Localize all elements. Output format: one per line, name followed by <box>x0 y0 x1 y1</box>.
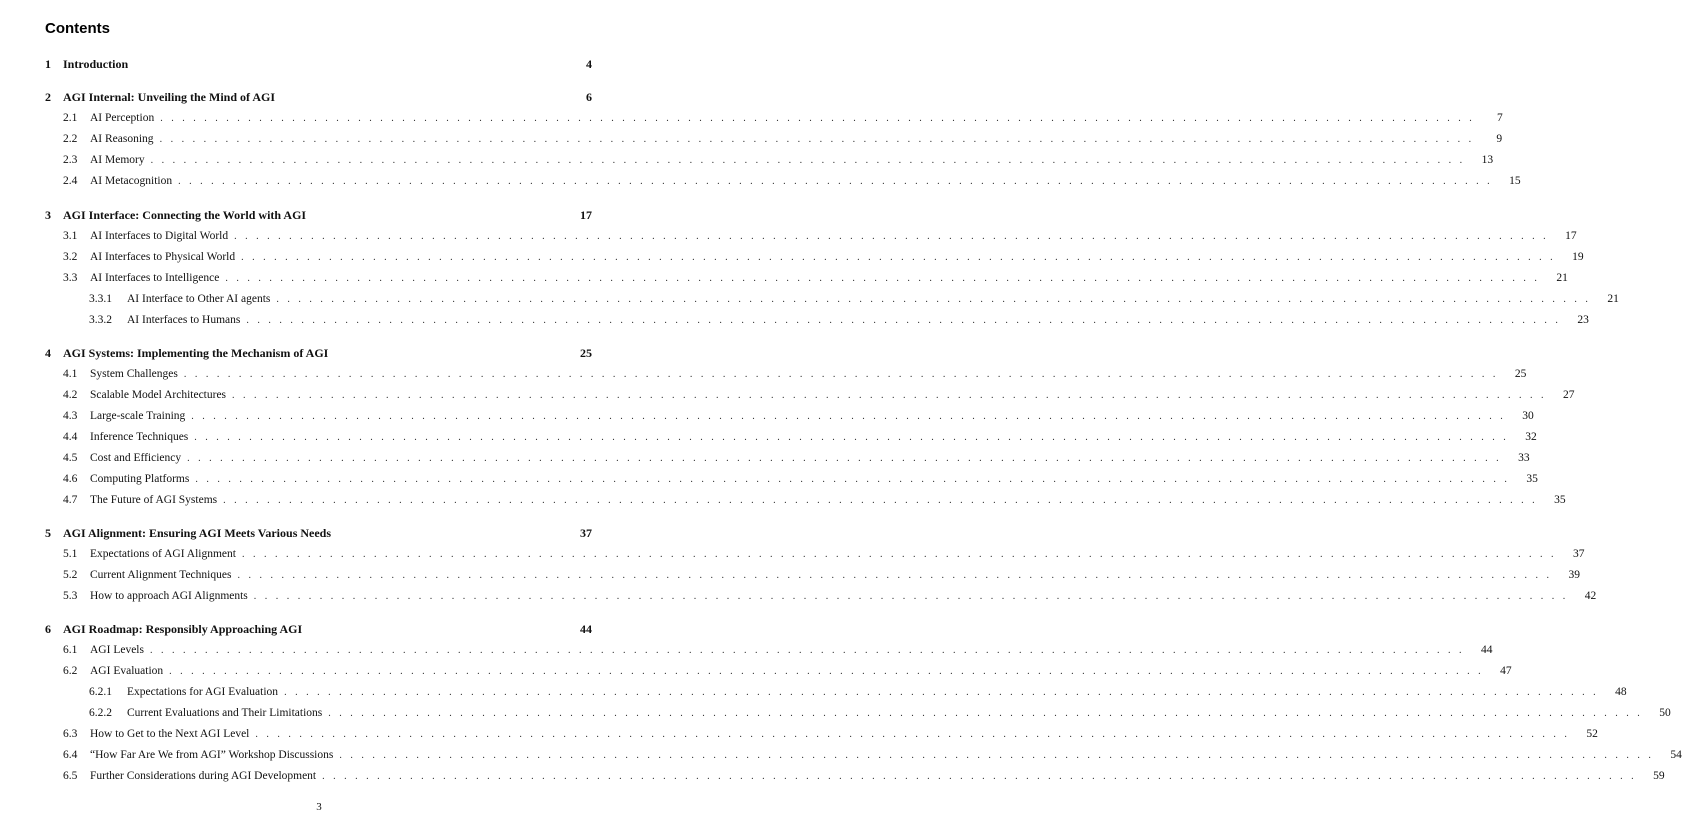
toc-section-entry[interactable] <box>0 663 1512 679</box>
toc-entry-number: 6.5 <box>63 770 78 782</box>
toc-entry-page: 50 <box>1659 707 1671 719</box>
toc-entry-number: 3.2 <box>63 251 78 263</box>
toc-entry-number: 4.3 <box>63 410 78 422</box>
toc-entry-page: 17 <box>580 208 592 222</box>
toc-entry-page: 25 <box>580 346 592 360</box>
toc-leader-dots: . . . . . . . . . . . . . . . . . . . . . . . . . . . . . . . . . . . . . . . . . . . . . . . . . . . . . . . . . . . . . . . . . . . . . . . . . . . . . . . . . . . . . . . . . . . . . . . . . . . . . . . . . . . . . . . . . . . . . . . . <box>187 453 1502 464</box>
toc-entry-page: 30 <box>1522 410 1534 422</box>
toc-entry-page: 15 <box>1509 175 1521 187</box>
toc-section-entry[interactable] <box>0 312 1589 328</box>
contents-heading: Contents <box>45 20 110 37</box>
toc-entry-title: How to Get to the Next AGI Level <box>90 728 250 740</box>
toc-entry-number: 3.3.1 <box>89 293 112 305</box>
toc-leader-dots: . . . . . . . . . . . . . . . . . . . . . . . . . . . . . . . . . . . . . . . . . . . . . . . . . . . . . . . . . . . . . . . . . . . . . . . . . . . . . . . . . . . . . . . . . . . . . . . . . . . . . . . . . . . . . . . . . . . . . . . . <box>178 176 1493 187</box>
toc-entry-number: 4 <box>45 346 51 360</box>
toc-entry-number: 6.2 <box>63 665 78 677</box>
toc-entry-page: 39 <box>1568 569 1580 581</box>
toc-chapter-entry[interactable] <box>0 621 638 637</box>
toc-section-entry[interactable] <box>0 408 1534 424</box>
toc-section-entry[interactable] <box>0 173 1521 189</box>
toc-entry-title: AI Reasoning <box>90 133 154 145</box>
toc-entry-page: 17 <box>1565 230 1577 242</box>
toc-entry-number: 3.3.2 <box>89 314 112 326</box>
toc-section-entry[interactable] <box>0 228 1577 244</box>
toc-leader-dots: . . . . . . . . . . . . . . . . . . . . . . . . . . . . . . . . . . . . . . . . . . . . . . . . . . . . . . . . . . . . . . . . . . . . . . . . . . . . . . . . . . . . . . . . . . . . . . . . . . . . . . . . . . . . . . . . . . . . . . . . <box>195 474 1510 485</box>
toc-entry-title: Introduction <box>63 57 129 71</box>
toc-entry-number: 2 <box>45 90 51 104</box>
toc-entry-title: System Challenges <box>90 368 178 380</box>
toc-entry-title: AI Memory <box>90 154 145 166</box>
toc-entry-page: 44 <box>1480 644 1493 656</box>
toc-entry-title: How to approach AGI Alignments <box>90 590 248 602</box>
toc-entry-number: 6 <box>45 622 51 636</box>
toc-entry-title: AI Interfaces to Humans <box>127 314 241 326</box>
toc-entry-page: 25 <box>1514 368 1527 380</box>
toc-leader-dots: . . . . . . . . . . . . . . . . . . . . . . . . . . . . . . . . . . . . . . . . . . . . . . . . . . . . . . . . . . . . . . . . . . . . . . . . . . . . . . . . . . . . . . . . . . . . . . . . . . . . . . . . . . . . . . . . . . . . . . . . <box>150 155 1466 166</box>
toc-section-entry[interactable] <box>0 249 1584 265</box>
toc-entry-title: AI Interfaces to Physical World <box>90 251 236 263</box>
toc-entry-title: AGI Interface: Connecting the World with AGI <box>63 208 307 222</box>
toc-section-entry[interactable] <box>0 546 1585 562</box>
toc-entry-title: AGI Internal: Unveiling the Mind of AGI <box>63 90 276 104</box>
toc-entry-number: 2.1 <box>63 112 78 124</box>
toc-entry-title: Scalable Model Architectures <box>90 389 227 401</box>
toc-entry-title: AI Interfaces to Digital World <box>90 230 229 242</box>
toc-leader-dots: . . . . . . . . . . . . . . . . . . . . . . . . . . . . . . . . . . . . . . . . . . . . . . . . . . . . . . . . . . . . . . . . . . . . . . . . . . . . . . . . . . . . . . . . . . . . . . . . . . . . . . . . . . . . . . . . . . . . . . . . <box>339 750 1654 761</box>
page-number: 3 <box>316 801 322 813</box>
toc-section-entry[interactable] <box>0 567 1580 583</box>
toc-entry-number: 6.4 <box>63 749 78 761</box>
toc-entry-page: 35 <box>1526 473 1538 485</box>
toc-entry-page: 21 <box>1556 272 1568 284</box>
toc-entry-page: 32 <box>1525 431 1537 443</box>
toc-entry-title: Current Alignment Techniques <box>90 569 232 581</box>
toc-section-entry[interactable] <box>0 366 1527 382</box>
toc-entry-page: 23 <box>1577 314 1589 326</box>
toc-leader-dots: . . . . . . . . . . . . . . . . . . . . . . . . . . . . . . . . . . . . . . . . . . . . . . . . . . . . . . . . . . . . . . . . . . . . . . . . . . . . . . . . . . . . . . . . . . . . . . . . . . . . . . . . . . . . . . . . . . . . . . . . <box>169 666 1484 677</box>
toc-leader-dots: . . . . . . . . . . . . . . . . . . . . . . . . . . . . . . . . . . . . . . . . . . . . . . . . . . . . . . . . . . . . . . . . . . . . . . . . . . . . . . . . . . . . . . . . . . . . . . . . . . . . . . . . . . . . . . . . . . . . . . . . <box>234 231 1549 242</box>
toc-entry-number: 5.1 <box>63 548 78 560</box>
toc-section-entry[interactable] <box>0 387 1575 403</box>
toc-section-entry[interactable] <box>0 429 1537 445</box>
toc-entry-number: 2.4 <box>63 175 78 187</box>
toc-leader-dots: . . . . . . . . . . . . . . . . . . . . . . . . . . . . . . . . . . . . . . . . . . . . . . . . . . . . . . . . . . . . . . . . . . . . . . . . . . . . . . . . . . . . . . . . . . . . . . . . . . . . . . . . . . . . . . . . . . . . . . . . <box>276 294 1591 305</box>
toc-entry-number: 6.1 <box>63 644 78 656</box>
toc-entry-title: The Future of AGI Systems <box>90 494 218 506</box>
toc-section-entry[interactable] <box>0 768 1665 784</box>
toc-entry-title: AI Interface to Other AI agents <box>127 293 271 305</box>
toc-entry-title: AI Interfaces to Intelligence <box>90 272 220 284</box>
toc-leader-dots: . . . . . . . . . . . . . . . . . . . . . . . . . . . . . . . . . . . . . . . . . . . . . . . . . . . . . . . . . . . . . . . . . . . . . . . . . . . . . . . . . . . . . . . . . . . . . . . . . . . . . . . . . . . . . . . . . . . . . . . . <box>322 771 1637 782</box>
toc-leader-dots: . . . . . . . . . . . . . . . . . . . . . . . . . . . . . . . . . . . . . . . . . . . . . . . . . . . . . . . . . . . . . . . . . . . . . . . . . . . . . . . . . . . . . . . . . . . . . . . . . . . . . . . . . . . . . . . . . . . . . . . . <box>183 369 1499 380</box>
toc-section-entry[interactable] <box>0 726 1598 742</box>
toc-entry-page: 35 <box>1554 494 1566 506</box>
toc-entry-title: AGI Roadmap: Responsibly Approaching AGI <box>63 622 303 636</box>
toc-entry-page: 7 <box>1496 112 1503 124</box>
toc-entry-page: 42 <box>1584 590 1597 602</box>
toc-leader-dots: . . . . . . . . . . . . . . . . . . . . . . . . . . . . . . . . . . . . . . . . . . . . . . . . . . . . . . . . . . . . . . . . . . . . . . . . . . . . . . . . . . . . . . . . . . . . . . . . . . . . . . . . . . . . . . . . . . . . . . . . <box>253 591 1569 602</box>
toc-section-entry[interactable] <box>0 450 1530 466</box>
toc-entry-title: AI Perception <box>90 112 155 124</box>
toc-entry-number: 4.2 <box>63 389 78 401</box>
toc-entry-page: 47 <box>1500 665 1512 677</box>
toc-entry-page: 27 <box>1563 389 1575 401</box>
toc-leader-dots: . . . . . . . . . . . . . . . . . . . . . . . . . . . . . . . . . . . . . . . . . . . . . . . . . . . . . . . . . . . . . . . . . . . . . . . . . . . . . . . . . . . . . . . . . . . . . . . . . . . . . . . . . . . . . . . . . . . . . . . . <box>241 252 1556 263</box>
toc-entry-number: 3 <box>45 208 51 222</box>
toc-leader-dots: . . . . . . . . . . . . . . . . . . . . . . . . . . . . . . . . . . . . . . . . . . . . . . . . . . . . . . . . . . . . . . . . . . . . . . . . . . . . . . . . . . . . . . . . . . . . . . . . . . . . . . . . . . . . . . . . . . . . . . . . <box>160 113 1475 124</box>
toc-entry-title: AGI Levels <box>90 644 144 656</box>
toc-leader-dots: . . . . . . . . . . . . . . . . . . . . . . . . . . . . . . . . . . . . . . . . . . . . . . . . . . . . . . . . . . . . . . . . . . . . . . . . . . . . . . . . . . . . . . . . . . . . . . . . . . . . . . . . . . . . . . . . . . . . . . . . <box>225 273 1540 284</box>
toc-section-entry[interactable] <box>0 588 1597 604</box>
toc-chapter-entry[interactable] <box>0 207 638 223</box>
toc-entry-number: 2.2 <box>63 133 78 145</box>
toc-entry-number: 6.3 <box>63 728 78 740</box>
toc-leader-dots: . . . . . . . . . . . . . . . . . . . . . . . . . . . . . . . . . . . . . . . . . . . . . . . . . . . . . . . . . . . . . . . . . . . . . . . . . . . . . . . . . . . . . . . . . . . . . . . . . . . . . . . . . . . . . . . . . . . . . . . . <box>194 432 1509 443</box>
toc-leader-dots: . . . . . . . . . . . . . . . . . . . . . . . . . . . . . . . . . . . . . . . . . . . . . . . . . . . . . . . . . . . . . . . . . . . . . . . . . . . . . . . . . . . . . . . . . . . . . . . . . . . . . . . . . . . . . . . . . . . . . . . . <box>223 495 1538 506</box>
toc-section-entry[interactable] <box>0 110 1503 126</box>
toc-entry-page: 44 <box>580 622 592 636</box>
toc-section-entry[interactable] <box>0 705 1671 721</box>
toc-entry-number: 4.4 <box>63 431 78 443</box>
toc-entry-title: Computing Platforms <box>90 473 190 485</box>
toc-entry-number: 6.2.2 <box>89 707 112 719</box>
toc-entry-title: “How Far Are We from AGI” Workshop Discussions <box>90 749 334 761</box>
toc-entry-page: 37 <box>580 526 592 540</box>
toc-section-entry[interactable] <box>0 684 1627 700</box>
toc-entry-title: Inference Techniques <box>90 431 189 443</box>
toc-entry-number: 3.3 <box>63 272 78 284</box>
toc-entry-title: AGI Systems: Implementing the Mechanism of AGI <box>63 346 329 360</box>
toc-entry-page: 4 <box>586 57 592 71</box>
toc-section-entry[interactable] <box>0 492 1566 508</box>
toc-chapter-entry[interactable] <box>0 89 638 105</box>
toc-section-entry[interactable] <box>0 747 1682 763</box>
toc-entry-number: 3.1 <box>63 230 78 242</box>
toc-entry-number: 5.3 <box>63 590 78 602</box>
toc-entry-page: 59 <box>1653 770 1665 782</box>
toc-entry-page: 52 <box>1586 728 1598 740</box>
toc-entry-title: Expectations of AGI Alignment <box>90 548 236 560</box>
toc-leader-dots: . . . . . . . . . . . . . . . . . . . . . . . . . . . . . . . . . . . . . . . . . . . . . . . . . . . . . . . . . . . . . . . . . . . . . . . . . . . . . . . . . . . . . . . . . . . . . . . . . . . . . . . . . . . . . . . . . . . . . . . . <box>246 315 1561 326</box>
toc-entry-title: Current Evaluations and Their Limitations <box>127 707 323 719</box>
toc-leader-dots: . . . . . . . . . . . . . . . . . . . . . . . . . . . . . . . . . . . . . . . . . . . . . . . . . . . . . . . . . . . . . . . . . . . . . . . . . . . . . . . . . . . . . . . . . . . . . . . . . . . . . . . . . . . . . . . . . . . . . . . . <box>284 687 1599 698</box>
toc-entry-page: 21 <box>1607 293 1619 305</box>
toc-section-entry[interactable] <box>0 152 1494 168</box>
toc-leader-dots: . . . . . . . . . . . . . . . . . . . . . . . . . . . . . . . . . . . . . . . . . . . . . . . . . . . . . . . . . . . . . . . . . . . . . . . . . . . . . . . . . . . . . . . . . . . . . . . . . . . . . . . . . . . . . . . . . . . . . . . . <box>159 134 1475 145</box>
toc-entry-page: 48 <box>1615 686 1627 698</box>
toc-chapter-entry[interactable] <box>0 345 638 361</box>
toc-entry-title: Expectations for AGI Evaluation <box>127 686 279 698</box>
toc-leader-dots: . . . . . . . . . . . . . . . . . . . . . . . . . . . . . . . . . . . . . . . . . . . . . . . . . . . . . . . . . . . . . . . . . . . . . . . . . . . . . . . . . . . . . . . . . . . . . . . . . . . . . . . . . . . . . . . . . . . . . . . . <box>255 729 1570 740</box>
toc-entry-page: 6 <box>586 90 592 104</box>
toc-entry-number: 4.1 <box>63 368 78 380</box>
toc-entry-title: Further Considerations during AGI Development <box>90 770 317 782</box>
toc-entry-page: 37 <box>1572 548 1585 560</box>
toc-leader-dots: . . . . . . . . . . . . . . . . . . . . . . . . . . . . . . . . . . . . . . . . . . . . . . . . . . . . . . . . . . . . . . . . . . . . . . . . . . . . . . . . . . . . . . . . . . . . . . . . . . . . . . . . . . . . . . . . . . . . . . . . <box>241 549 1557 560</box>
toc-entry-title: Cost and Efficiency <box>90 452 182 464</box>
toc-section-entry[interactable] <box>0 131 1503 147</box>
toc-entry-page: 13 <box>1481 154 1494 166</box>
toc-entry-page: 9 <box>1496 133 1503 145</box>
toc-entry-page: 33 <box>1518 452 1530 464</box>
toc-section-entry[interactable] <box>0 642 1493 658</box>
toc-section-entry[interactable] <box>0 270 1568 286</box>
toc-leader-dots: . . . . . . . . . . . . . . . . . . . . . . . . . . . . . . . . . . . . . . . . . . . . . . . . . . . . . . . . . . . . . . . . . . . . . . . . . . . . . . . . . . . . . . . . . . . . . . . . . . . . . . . . . . . . . . . . . . . . . . . . <box>328 708 1643 719</box>
toc-entry-title: AGI Evaluation <box>90 665 164 677</box>
toc-entry-page: 19 <box>1572 251 1584 263</box>
toc-entry-number: 2.3 <box>63 154 78 166</box>
toc-entry-title: Large-scale Training <box>90 410 186 422</box>
toc-section-entry[interactable] <box>0 291 1619 307</box>
toc-entry-number: 4.7 <box>63 494 78 506</box>
toc-entry-title: AI Metacognition <box>90 175 173 187</box>
toc-leader-dots: . . . . . . . . . . . . . . . . . . . . . . . . . . . . . . . . . . . . . . . . . . . . . . . . . . . . . . . . . . . . . . . . . . . . . . . . . . . . . . . . . . . . . . . . . . . . . . . . . . . . . . . . . . . . . . . . . . . . . . . . <box>191 411 1506 422</box>
toc-entry-number: 6.2.1 <box>89 686 112 698</box>
toc-entry-number: 1 <box>45 57 51 71</box>
toc-leader-dots: . . . . . . . . . . . . . . . . . . . . . . . . . . . . . . . . . . . . . . . . . . . . . . . . . . . . . . . . . . . . . . . . . . . . . . . . . . . . . . . . . . . . . . . . . . . . . . . . . . . . . . . . . . . . . . . . . . . . . . . . <box>149 645 1465 656</box>
toc-entry-number: 5 <box>45 526 51 540</box>
toc-entry-number: 4.6 <box>63 473 78 485</box>
toc-entry-page: 54 <box>1670 749 1682 761</box>
toc-entry-title: AGI Alignment: Ensuring AGI Meets Various Needs <box>63 526 332 540</box>
toc-section-entry[interactable] <box>0 471 1538 487</box>
toc-leader-dots: . . . . . . . . . . . . . . . . . . . . . . . . . . . . . . . . . . . . . . . . . . . . . . . . . . . . . . . . . . . . . . . . . . . . . . . . . . . . . . . . . . . . . . . . . . . . . . . . . . . . . . . . . . . . . . . . . . . . . . . . <box>232 390 1547 401</box>
toc-chapter-entry[interactable] <box>0 56 638 72</box>
toc-leader-dots: . . . . . . . . . . . . . . . . . . . . . . . . . . . . . . . . . . . . . . . . . . . . . . . . . . . . . . . . . . . . . . . . . . . . . . . . . . . . . . . . . . . . . . . . . . . . . . . . . . . . . . . . . . . . . . . . . . . . . . . . <box>237 570 1552 581</box>
toc-chapter-entry[interactable] <box>0 525 638 541</box>
toc-entry-number: 5.2 <box>63 569 78 581</box>
toc-entry-number: 4.5 <box>63 452 78 464</box>
